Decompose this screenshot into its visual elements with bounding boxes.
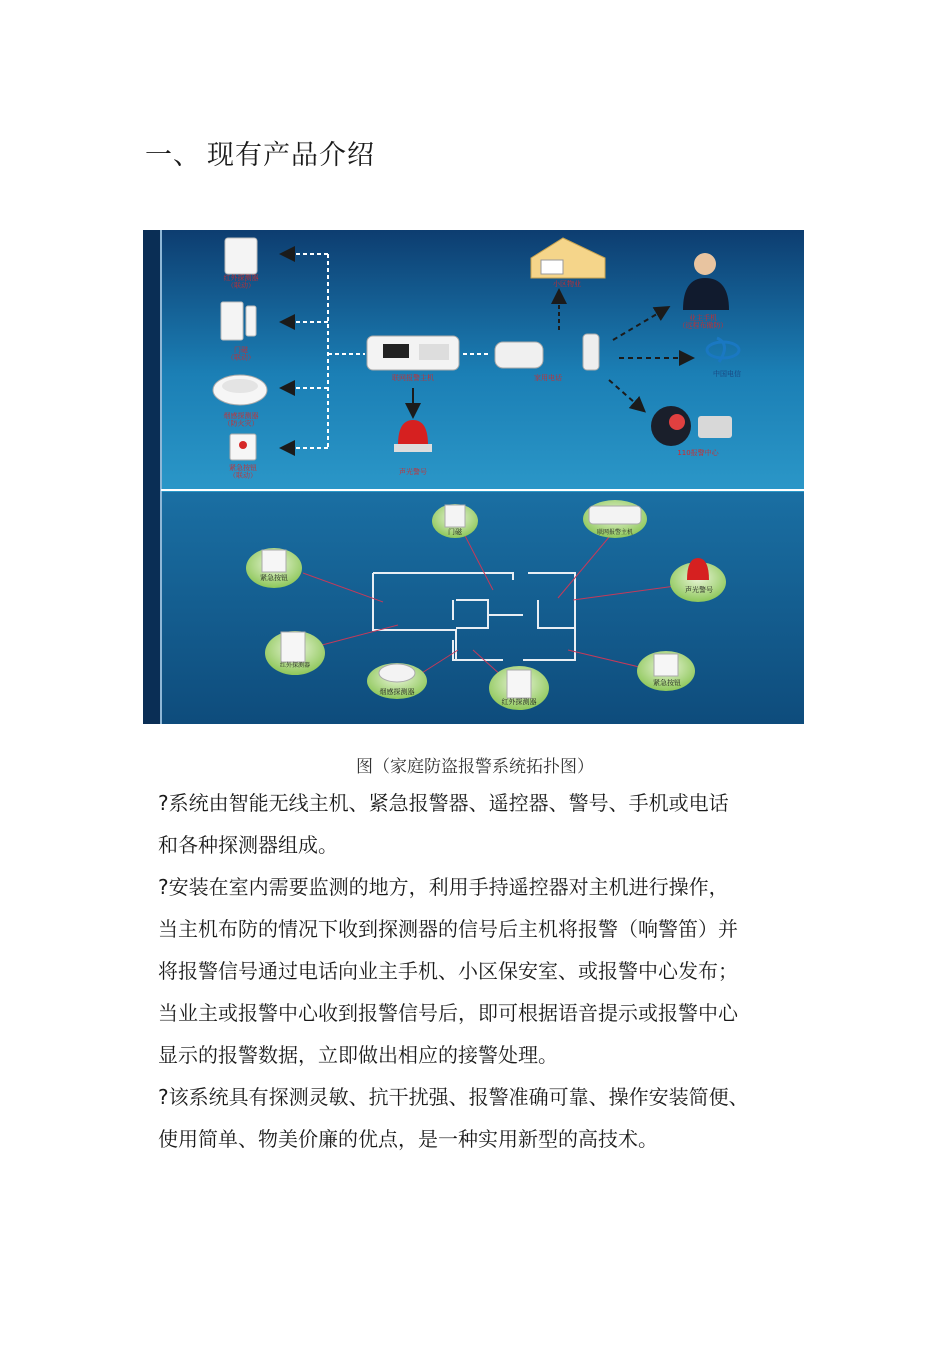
paragraph-line: ?系统由智能无线主机、紧急报警器、遥控器、警号、手机或电话 — [158, 791, 729, 815]
label-panic-left: 紧急按钮 — [260, 574, 288, 582]
label-siren-bottom: 声光警号 — [685, 586, 713, 594]
label-panic-right: 紧急按钮 — [653, 679, 681, 687]
section-title: 现有产品介绍 — [207, 140, 375, 171]
label-phone-top: 家用电话 — [534, 374, 562, 382]
topology-figure — [143, 230, 804, 724]
alarm-host-icon — [367, 336, 459, 370]
paragraph-line: 当业主或报警中心收到报警信号后，即可根据语音提示或报警中心 — [158, 1001, 738, 1025]
pir-detector-icon — [225, 238, 257, 274]
paragraph-line: 显示的报警数据，立即做出相应的接警处理。 — [158, 1043, 558, 1067]
label-pir-top: 红外探测器（联动） — [223, 274, 259, 290]
label-siren-top: 声光警号 — [399, 468, 427, 476]
section-heading — [145, 133, 375, 172]
paragraph-line: 将报警信号通过电话向业主手机、小区保安室、或报警中心发布； — [158, 959, 738, 983]
label-owner: 业主手机（远程布撤防） — [678, 314, 728, 330]
label-pir-bottom: 红外探测器 — [501, 698, 537, 706]
paragraph-line: ?安装在室内需要监测的地方，利用手持遥控器对主机进行操作， — [158, 875, 729, 899]
label-smoke-bottom: 烟感探测器 — [379, 688, 415, 696]
label-host-bottom: 联网报警主机 — [596, 529, 634, 536]
smoke-detector-icon — [213, 375, 267, 405]
label-door-bottom: 门磁 — [448, 528, 462, 536]
body-text — [158, 782, 778, 1160]
label-panic-top: 紧急按钮（联动） — [229, 464, 257, 480]
label-house: 小区物业 — [553, 280, 581, 288]
door-sensor-icon — [221, 302, 256, 340]
paragraph-line: 当主机布防的情况下收到探测器的信号后主机将报警（响警笛）并 — [158, 917, 738, 941]
label-smoke-top: 烟感探测器（防火灾） — [223, 412, 259, 428]
paragraph-line: ?该系统具有探测灵敏、抗干扰强、报警准确可靠、操作安装简便、 — [158, 1085, 749, 1109]
figure-caption: 图（家庭防盗报警系统拓扑图） — [356, 757, 594, 777]
section-number: 一、 — [145, 140, 201, 171]
bottom-panic-left-disc — [246, 548, 302, 588]
panic-button-icon — [230, 434, 256, 460]
label-telecom: 中国电信 — [713, 370, 741, 378]
paragraph-line: 使用简单、物美价廉的优点，是一种实用新型的高技术。 — [158, 1127, 658, 1151]
label-door-top: 门磁（联动） — [227, 346, 255, 362]
label-pir-left: 红外探测器 — [279, 662, 311, 669]
label-host-top: 联网报警主机 — [392, 374, 434, 382]
paragraph-line: 和各种探测器组成。 — [158, 833, 338, 857]
label-police: 110报警中心 — [677, 449, 719, 457]
